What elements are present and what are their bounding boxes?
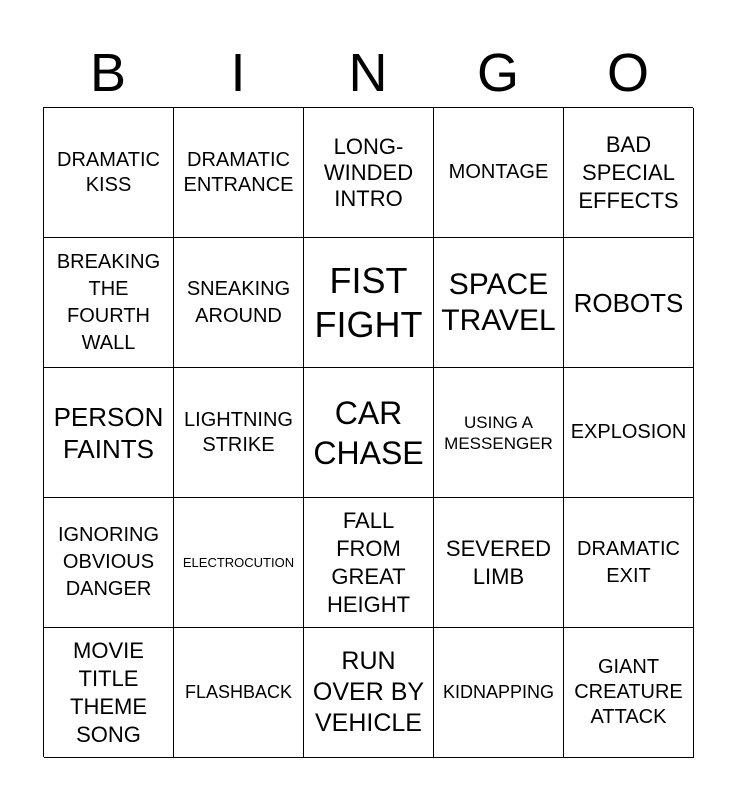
bingo-cell[interactable] [174, 368, 304, 498]
bingo-header [43, 42, 693, 104]
bingo-cell-label: SNEAKING AROUND [186, 277, 291, 327]
bingo-cell-label: MONTAGE [448, 161, 549, 183]
bingo-cell-label: DRAMATIC EXIT [577, 537, 680, 587]
bingo-cell-label: DRAMATIC KISS [57, 148, 160, 196]
bingo-cell[interactable] [44, 498, 174, 628]
bingo-cell-label: MOVIE TITLE THEME SONG [70, 637, 147, 747]
bingo-cell[interactable] [564, 368, 694, 498]
bingo-cell[interactable] [434, 238, 564, 368]
bingo-cell-label: ELECTROCUTION [182, 555, 295, 570]
bingo-cell-label: PERSON FAINTS [53, 401, 164, 464]
bingo-cell[interactable] [304, 628, 434, 758]
bingo-cell[interactable] [174, 108, 304, 238]
bingo-cell-label: FALL FROM GREAT HEIGHT [326, 507, 411, 617]
bingo-cell-label: SPACE TRAVEL [441, 267, 556, 337]
bingo-cell-label: DRAMATIC ENTRANCE [183, 148, 294, 196]
bingo-cell[interactable] [304, 498, 434, 628]
header-letter-g: G [476, 43, 519, 103]
bingo-cell[interactable] [174, 628, 304, 758]
bingo-cell-label: EXPLOSION [570, 421, 687, 443]
bingo-cell-label: BREAKING THE FOURTH WALL [56, 250, 161, 354]
bingo-cell[interactable] [564, 108, 694, 238]
bingo-cell-label: FIST FIGHT [314, 259, 423, 345]
bingo-cell-label: SEVERED LIMB [445, 535, 552, 589]
bingo-cell-label: IGNORING OBVIOUS DANGER [57, 524, 160, 600]
bingo-cell-label: KIDNAPPING [442, 682, 555, 702]
bingo-card-grid [43, 107, 693, 757]
header-letter-i: I [230, 43, 246, 103]
bingo-cell[interactable] [564, 628, 694, 758]
bingo-cell[interactable] [174, 498, 304, 628]
bingo-cell[interactable] [44, 628, 174, 758]
bingo-cell[interactable] [564, 498, 694, 628]
bingo-cell-label: CAR CHASE [313, 394, 424, 471]
bingo-cell-label: RUN OVER BY VEHICLE [312, 647, 425, 737]
bingo-cell[interactable] [174, 238, 304, 368]
bingo-cell-label: LONG-WINDED INTRO [323, 133, 414, 211]
bingo-cell[interactable] [434, 628, 564, 758]
bingo-cell-label: USING A MESSENGER [444, 412, 553, 453]
bingo-cell-label: FLASHBACK [184, 682, 293, 702]
bingo-cell[interactable] [44, 238, 174, 368]
header-letter-n: N [348, 43, 388, 103]
bingo-cell[interactable] [304, 108, 434, 238]
bingo-cell[interactable] [434, 368, 564, 498]
header-letter-o: O [606, 43, 649, 103]
bingo-cell-label: LIGHTNING STRIKE [184, 408, 293, 456]
bingo-cell[interactable] [44, 368, 174, 498]
bingo-cell[interactable] [434, 498, 564, 628]
bingo-cell[interactable] [304, 368, 434, 498]
bingo-cell-label: BAD SPECIAL EFFECTS [578, 131, 679, 213]
bingo-cell[interactable] [434, 108, 564, 238]
bingo-cell-label: ROBOTS [573, 287, 684, 318]
header-letter-b: B [89, 43, 127, 103]
bingo-cell[interactable] [564, 238, 694, 368]
bingo-cell[interactable] [44, 108, 174, 238]
bingo-cell-label: GIANT CREATURE ATTACK [574, 656, 683, 728]
bingo-cell[interactable] [304, 238, 434, 368]
